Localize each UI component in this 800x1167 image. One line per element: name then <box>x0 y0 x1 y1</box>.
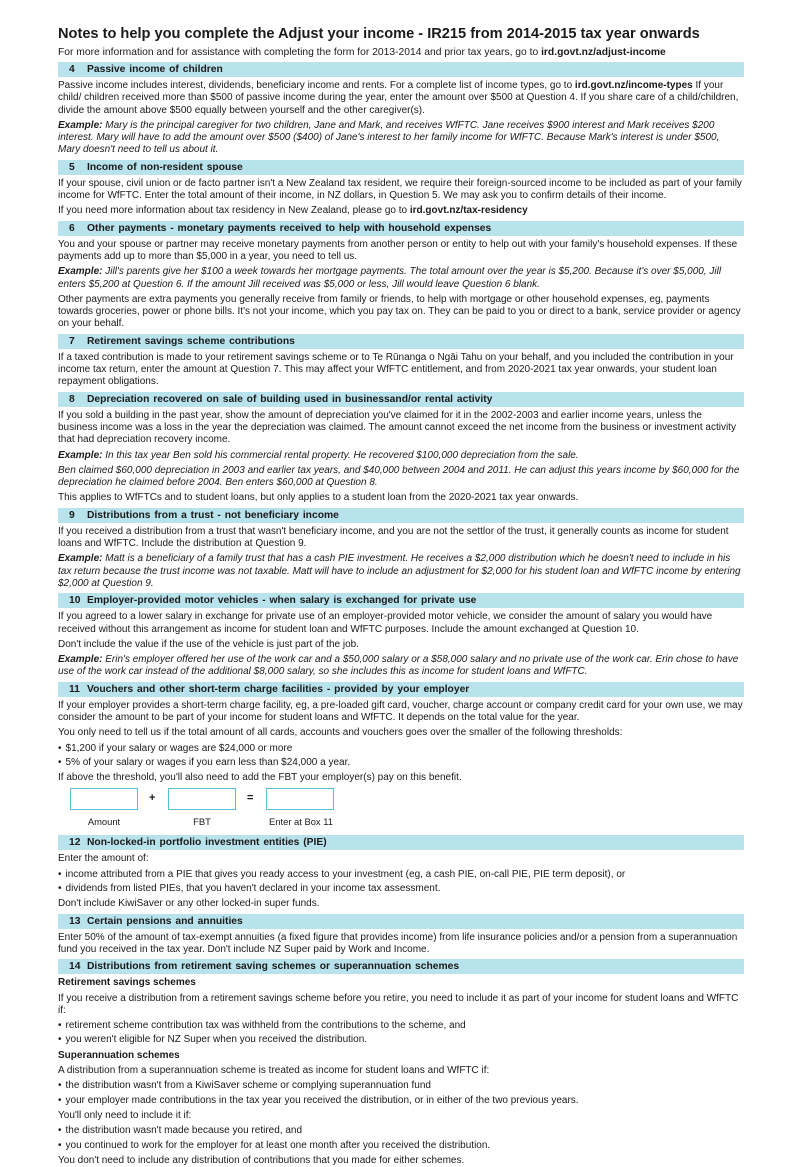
section-11-heading: 11 Vouchers and other short-term charge facilities - provided by your employer <box>58 682 744 697</box>
section-13-text: Enter 50% of the amount of tax-exempt annuities (a fixed figure that provides income) from life insurance policies and/or a pension from a superannuation fund you received in the tax year. Don't include NZ Super paid by Work and Income. <box>58 931 738 955</box>
equals-sign: = <box>247 792 254 805</box>
box-11-total[interactable] <box>266 788 334 810</box>
section-5-text: If your spouse, civil union or de facto partner isn't a New Zealand tax resident, we require their foreign-sourced income to be included as part of your family income for WfFTC. Enter the total amount of their income, in NZ dollars, in Question 5. We may ask you to confirm details of their income. <box>58 177 742 202</box>
section-11-thresholds <box>58 743 744 770</box>
tax-residency-link[interactable]: ird.govt.nz/tax-residency <box>409 205 528 217</box>
fbt-box[interactable] <box>168 788 236 810</box>
list-item: • your employer made contributions in the tax year you received the distribution, or in either of the two previous years. <box>58 1095 744 1107</box>
section-6-heading: 6 Other payments - monetary payments received to help with household expenses <box>58 221 744 236</box>
section-10-text-2: Don't include the value if the use of the vehicle is just part of the job. <box>58 638 359 650</box>
section-10-example: Example: Erin's employer offered her use of the work car and a $50,000 salary or a $58,000 salary and no private use of the work car. Erin chose to have use of the work car instead of the additional $8,000 salary, so she includes this as income for student loans and WfFTC. <box>58 654 739 678</box>
section-10-heading: 10 Employer-provided motor vehicles - when salary is exchanged for private use <box>58 593 744 608</box>
section-8-text-2: This applies to WfFTCs and to student loans, but only applies to a student loan from the 2020-2021 tax year onwards. <box>58 492 579 504</box>
list-item: • 5% of your salary or wages if you earn less than $24,000 a year. <box>58 757 744 769</box>
section-5-heading: 5 Income of non-resident spouse <box>58 160 744 175</box>
section-4-heading: 4 Passive income of children <box>58 62 744 77</box>
list-item: • retirement scheme contribution tax was withheld from the contributions to the scheme, and <box>58 1020 744 1032</box>
list-item: • income attributed from a PIE that gives you ready access to your investment (eg, a cash PIE, on-call PIE, PIE term deposit), or <box>58 869 744 881</box>
amount-box[interactable] <box>70 788 138 810</box>
plus-sign: + <box>149 792 156 805</box>
amount-caption: Amount <box>87 816 121 828</box>
adjust-income-link[interactable]: ird.govt.nz/adjust-income <box>541 47 666 58</box>
section-12-text: Enter the amount of: <box>58 853 149 865</box>
list-item: • dividends from listed PIEs, that you haven't declared in your income tax assessment. <box>58 883 744 895</box>
section-9-example: Example: Matt is a beneficiary of a family trust that has a cash PIE investment. He receives a $2,000 distribution which he doesn't need to include in his tax return because the trust income was not taxable. Matt will have to include an adjustment for $2,000 for his student loan and WfFTC income by entering $2,000 at Question 9. <box>58 553 741 589</box>
page-title: Notes to help you complete the Adjust your income - IR215 from 2014-2015 tax year onwards <box>58 26 700 42</box>
section-9-text: If you received a distribution from a trust that wasn't beneficiary income, and you are not the settlor of the trust, it generally counts as income for student loans and WfFTC. Include the distribution at Question 9. <box>58 525 729 550</box>
section-14-text-2: A distribution from a superannuation scheme is treated as income for student loans and WfFTC if: <box>58 1065 490 1077</box>
section-8-text: If you sold a building in the past year, show the amount of depreciation you've claimed for it in the 2002-2003 and earlier income years, unless the business income was a loss in the year the depreciation was claimed. The amount cannot exceed the net income from the business or investment activity that had depreciation recovery income. <box>58 409 736 446</box>
superannuation-subheading: Superannuation schemes <box>58 1049 180 1061</box>
section-7-text: If a taxed contribution is made to your retirement savings scheme or to Te Rūnanga o Ngāi Tahu on your behalf, and you included the contribution in your income tax return, enter the amount at Question 7. This may affect your WfFTC entitlement, and from 2020-2021 tax year onwards, your student loan repayment obligations. <box>58 351 734 388</box>
retirement-savings-list <box>58 1020 744 1047</box>
section-7-heading: 7 Retirement savings scheme contributions <box>58 334 744 349</box>
list-item: • you weren't eligible for NZ Super when you received the distribution. <box>58 1034 744 1046</box>
section-6-text-2: Other payments are extra payments you generally receive from family or friends, to help with mortgage or other household expenses, eg, payments towards groceries, power or phone bills. It's not your income, which you pay tax on. They can be paid to you or direct to a bank, service provider or agency on your behalf. <box>58 293 741 330</box>
section-8-example: Example: In this tax year Ben sold his commercial rental property. He recovered $100,000 depreciation from the sale. <box>58 449 579 461</box>
list-item: • you continued to work for the employer for at least one month after you received the distribution. <box>58 1140 744 1152</box>
section-14-text-4: You don't need to include any distribution of contributions that you made for either schemes. <box>58 1154 465 1166</box>
section-4-text: Passive income includes interest, dividends, beneficiary income and rents. For a complete list of income types, go to ird.govt.nz/income-types If your child/ children received more than $500 of passive income during the year, enter the amount over $500 at Question 4. If you share care of a child/children, divide the amount above $500 equally between yourself and the other caregiver(s). <box>58 80 739 116</box>
section-12-heading: 12 Non-locked-in portfolio investment entities (PIE) <box>58 835 744 850</box>
list-item: • $1,200 if your salary or wages are $24,000 or more <box>58 743 744 755</box>
section-4-example: Example: Mary is the principal caregiver for two children, Jane and Mark, and receives WfFTC. Jane receives $900 interest and Mark receives $200 interest. Mary will have to add the amount over $500 ($400) of Jane's interest to her family income for WfFTC. Because Mark's interest is under $500, Mary doesn't need to tell us about it. <box>58 119 720 156</box>
income-types-link[interactable]: ird.govt.nz/income-types <box>574 80 693 91</box>
section-10-text: If you agreed to a lower salary in exchange for private use of an employer-provided motor vehicle, we consider the amount of salary you would have received without this arrangement as income for student loan and WfFTC purposes. Include the amount exchanged at Question 10. <box>58 611 713 635</box>
section-14-text-3: You'll only need to include it if: <box>58 1109 192 1121</box>
section-13-heading: 13 Certain pensions and annuities <box>58 914 744 929</box>
superannuation-list <box>58 1080 744 1107</box>
list-item: • the distribution wasn't made because you retired, and <box>58 1125 744 1137</box>
section-14-heading: 14 Distributions from retirement saving schemes or superannuation schemes <box>58 959 744 974</box>
list-item: • the distribution wasn't from a KiwiSaver scheme or complying superannuation fund <box>58 1080 744 1092</box>
section-6-text: You and your spouse or partner may receive monetary payments from another person or entity to help out with your family's household expenses. If these payments add up to more than $5,000 in a year, you need to tell us. <box>58 238 738 262</box>
section-11-text-2: You only need to tell us if the total amount of all cards, accounts and vouchers goes over the smaller of the following thresholds: <box>58 727 623 739</box>
section-6-example: Example: Jill's parents give her $100 a week towards her mortgage payments. The total amount over the year is $5,200. Because it's over $5,000, Jill enters $5,200 at Question 6. If the amount Jill received was $5,000 or less, Jill would leave Question 6 blank. <box>58 266 722 290</box>
box-11-calculation <box>58 788 744 832</box>
retirement-savings-subheading: Retirement savings schemes <box>58 977 196 989</box>
page-subtitle: For more information and for assistance with completing the form for 2013-2014 and prior tax years, go to ird.govt.nz/adjust-income <box>58 47 666 58</box>
fbt-caption: FBT <box>193 816 211 828</box>
section-8-heading: 8 Depreciation recovered on sale of building used in businessand/or rental activity <box>58 392 744 407</box>
section-12-list <box>58 869 744 896</box>
section-14-text: If you receive a distribution from a retirement savings scheme before you retire, you need to include it as part of your income for student loans and WfFTC if: <box>58 992 739 1016</box>
section-11-text-3: If above the threshold, you'll also need to add the FBT your employer(s) pay on this benefit. <box>58 772 462 784</box>
section-8-example-2: Ben claimed $60,000 depreciation in 2003 and earlier tax years, and $40,000 between 2004 and 2011. He can adjust this years income by $60,000 for the depreciation he claimed before 2004. Ben enters $60,000 at Question 8. <box>58 464 740 489</box>
section-12-text-2: Don't include KiwiSaver or any other locked-in super funds. <box>58 898 320 910</box>
section-9-heading: 9 Distributions from a trust - not beneficiary income <box>58 508 744 523</box>
include-conditions-list <box>58 1125 744 1152</box>
section-11-text: If your employer provides a short-term charge facility, eg, a pre-loaded gift card, voucher, charge account or company credit card for your own use, we may consider the amount to be part of your income for student loans and WfFTC. It depends on the total value for the year. <box>58 699 743 723</box>
box-11-caption: Enter at Box 11 <box>269 816 333 828</box>
section-5-more-info: If you need more information about tax residency in New Zealand, please go to ird.govt.nz/tax-residency <box>58 205 528 217</box>
